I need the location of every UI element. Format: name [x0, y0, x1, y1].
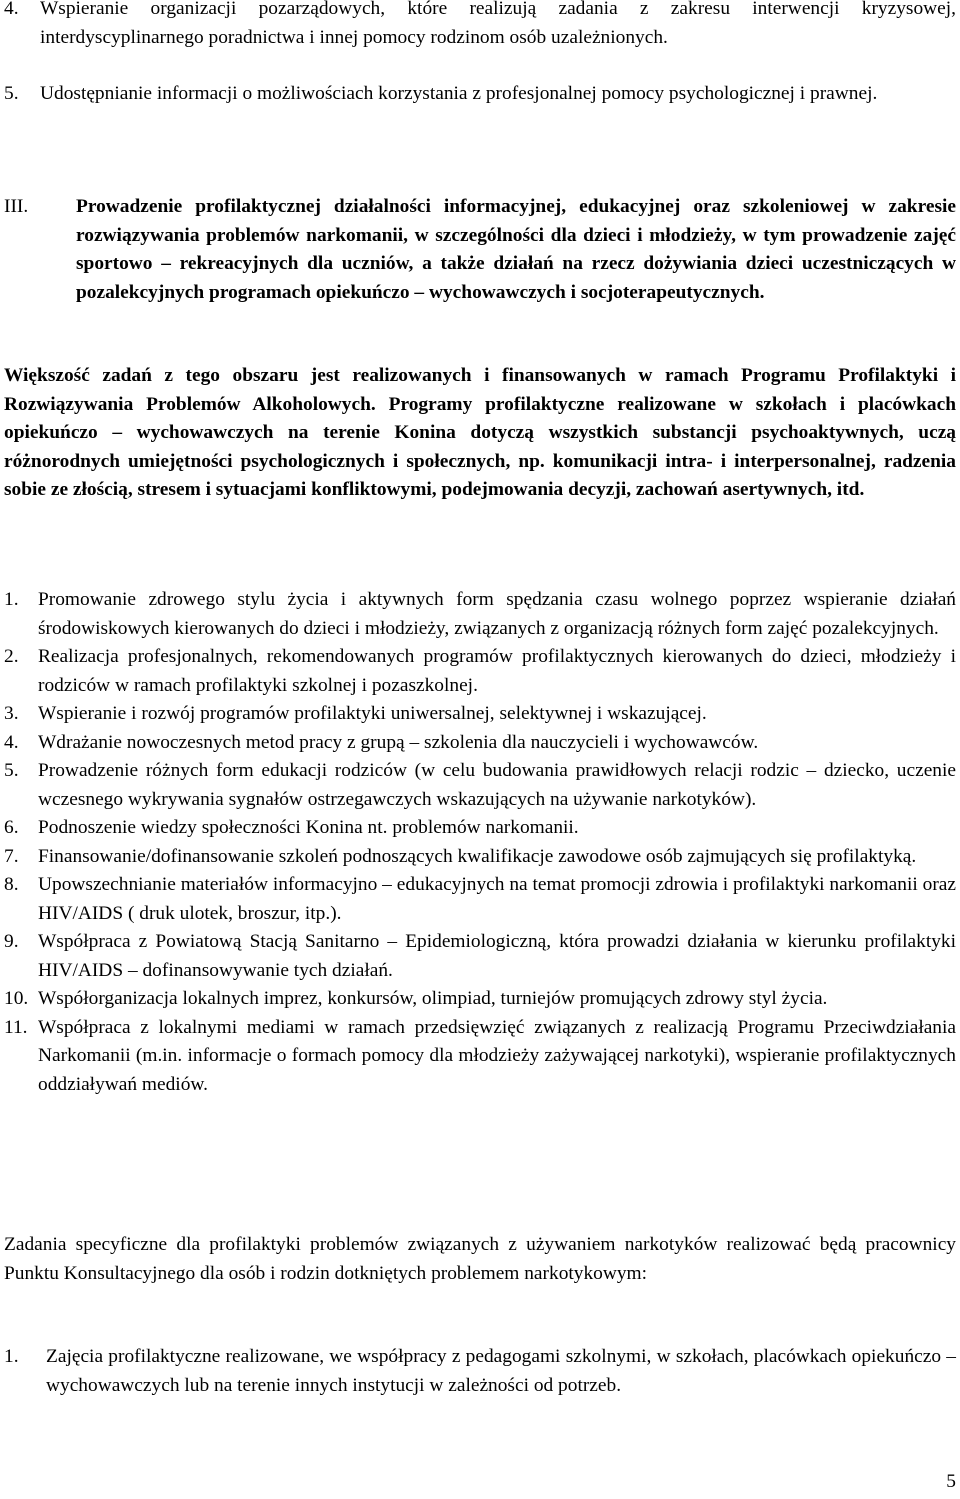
list-item-number: 4.	[4, 0, 19, 19]
tasks-numbered-list	[4, 586, 956, 1099]
list-item-text: Zajęcia profilaktyczne realizowane, we współpracy z pedagogami szkolnymi, w szkołach, placówkach opiekuńczo – wychowawczych lub na terenie innych instytucji w zależności od potrzeb.	[46, 1346, 956, 1396]
list-item-number: 6.	[4, 817, 19, 838]
list-item-number: 2.	[4, 646, 19, 667]
list-item-number: 10.	[4, 988, 29, 1009]
list-item-text: Podnoszenie wiedzy społeczności Konina nt. problemów narkomanii.	[38, 817, 579, 838]
section-heading-iii	[4, 193, 956, 307]
list-item-text: Współorganizacja lokalnych imprez, konkursów, olimpiad, turniejów promujących zdrowy styl życia.	[38, 988, 828, 1009]
list-item-text: Współpraca z Powiatową Stacją Sanitarno – Epidemiologiczną, która prowadzi działania w kierunku profilaktyki HIV/AIDS – dofinansowywanie tych działań.	[38, 931, 956, 981]
list-item	[4, 757, 956, 814]
list-item-number: 4.	[4, 731, 19, 753]
list-item	[4, 0, 956, 52]
list-item-text: Wspieranie i rozwój programów profilaktyki uniwersalnej, selektywnej i wskazującej.	[38, 703, 707, 724]
list-item-number: 11.	[4, 1016, 28, 1038]
list-item-number: 1.	[4, 1346, 19, 1367]
list-item-number: 1.	[4, 589, 19, 610]
list-item	[4, 729, 956, 758]
section-number: III.	[4, 196, 29, 217]
list-item-text: Prowadzenie różnych form edukacji rodziców (w celu budowania prawidłowych relacji rodzic – dziecko, uczenie wczesnego wykrywania sygnałów ostrzegawczych wskazujących na używanie narkotyków).	[38, 760, 956, 810]
list-item-text: Upowszechnianie materiałów informacyjno – edukacyjnych na temat promocji zdrowia i profilaktyki narkomanii oraz HIV/AIDS ( druk ulotek, broszur, itp.).	[38, 874, 956, 924]
list-item	[4, 586, 956, 643]
list-item-number: 3.	[4, 703, 19, 724]
list-item	[4, 843, 956, 872]
list-item-text: Finansowanie/dofinansowanie szkoleń podnoszących kwalifikacje zawodowe osób zajmujących się profilaktyką.	[38, 845, 917, 867]
list-item-number: 7.	[4, 845, 19, 867]
specific-tasks-paragraph: Zadania specyficzne dla profilaktyki problemów związanych z używaniem narkotyków realizować będą pracownicy Punktu Konsultacyjnego dla osób i rodzin dotkniętych problemem narkotykowym:	[4, 1234, 956, 1284]
list-item	[4, 814, 956, 843]
list-item-text: Udostępnianie informacji o możliwościach korzystania z profesjonalnej pomocy psychologicznej i prawnej.	[40, 83, 878, 104]
list-item	[4, 985, 956, 1014]
summary-paragraph: Większość zadań z tego obszaru jest realizowanych i finansowanych w ramach Programu Profilaktyki i Rozwiązywania Problemów Alkoholowych. Programy profilaktyczne realizowane w szkołach i placówkach opiekuńczo – wychowawczych na terenie Konina dotyczą wszystkich substancji psychoaktywnych, uczą różnorodnych umiejętności psychologicznych i społecznych, np. komunikacji intra- i interpersonalnej, radzenia sobie ze złością, stresem i sytuacjami konfliktowymi, podejmowania decyzji, zachowań asertywnych, itd.	[4, 365, 956, 500]
list-item	[4, 1343, 956, 1400]
list-item	[4, 1014, 956, 1100]
list-item	[4, 80, 956, 109]
list-item-number: 5.	[4, 83, 19, 104]
list-item-number: 5.	[4, 760, 19, 781]
list-item-number: 8.	[4, 874, 19, 895]
list-item-text: Współpraca z lokalnymi mediami w ramach przedsięwzięć związanych z realizacją Programu Przeciwdziałania Narkomanii (m.in. informacje o formach pomocy dla młodzieży zażywającej narkotyki), wspieranie profilaktycznych oddziaływań mediów.	[38, 1016, 956, 1095]
list-item-text: Realizacja profesjonalnych, rekomendowanych programów profilaktycznych kierowanych do dzieci, młodzieży i rodziców w ramach profilaktyki szkolnej i pozaszkolnej.	[38, 646, 956, 696]
list-item	[4, 871, 956, 928]
list-item	[4, 928, 956, 985]
list-item	[4, 643, 956, 700]
list-item-text: Wdrażanie nowoczesnych metod pracy z grupą – szkolenia dla nauczycieli i wychowawców.	[38, 731, 759, 753]
list-item	[4, 700, 956, 729]
page-number: 5	[946, 1471, 956, 1492]
list-item-number: 9.	[4, 931, 19, 952]
list-item-text: Promowanie zdrowego stylu życia i aktywnych form spędzania czasu wolnego poprzez wspieranie działań środowiskowych kierowanych do dzieci i młodzieży, związanych z organizacją różnych form zajęć pozalekcyjnych.	[38, 589, 956, 639]
final-numbered-list	[4, 1343, 956, 1400]
list-item-text: Wspieranie organizacji pozarządowych, które realizują zadania z zakresu interwencji kryzysowej, interdyscyplinarnego poradnictwa i innej pomocy rodzinom osób uzależnionych.	[40, 0, 956, 48]
top-numbered-list	[4, 0, 956, 109]
section-title: Prowadzenie profilaktycznej działalności informacyjnej, edukacyjnej oraz szkoleniowej w zakresie rozwiązywania problemów narkomanii, w szczególności dla dzieci i młodzieży, w tym prowadzenie zajęć sportowo – rekreacyjnych dla uczniów, a także działań na rzecz dożywiania dzieci uczestniczących w pozalekcyjnych programach opiekuńczo – wychowawczych i socjoterapeutycznych.	[76, 196, 956, 303]
